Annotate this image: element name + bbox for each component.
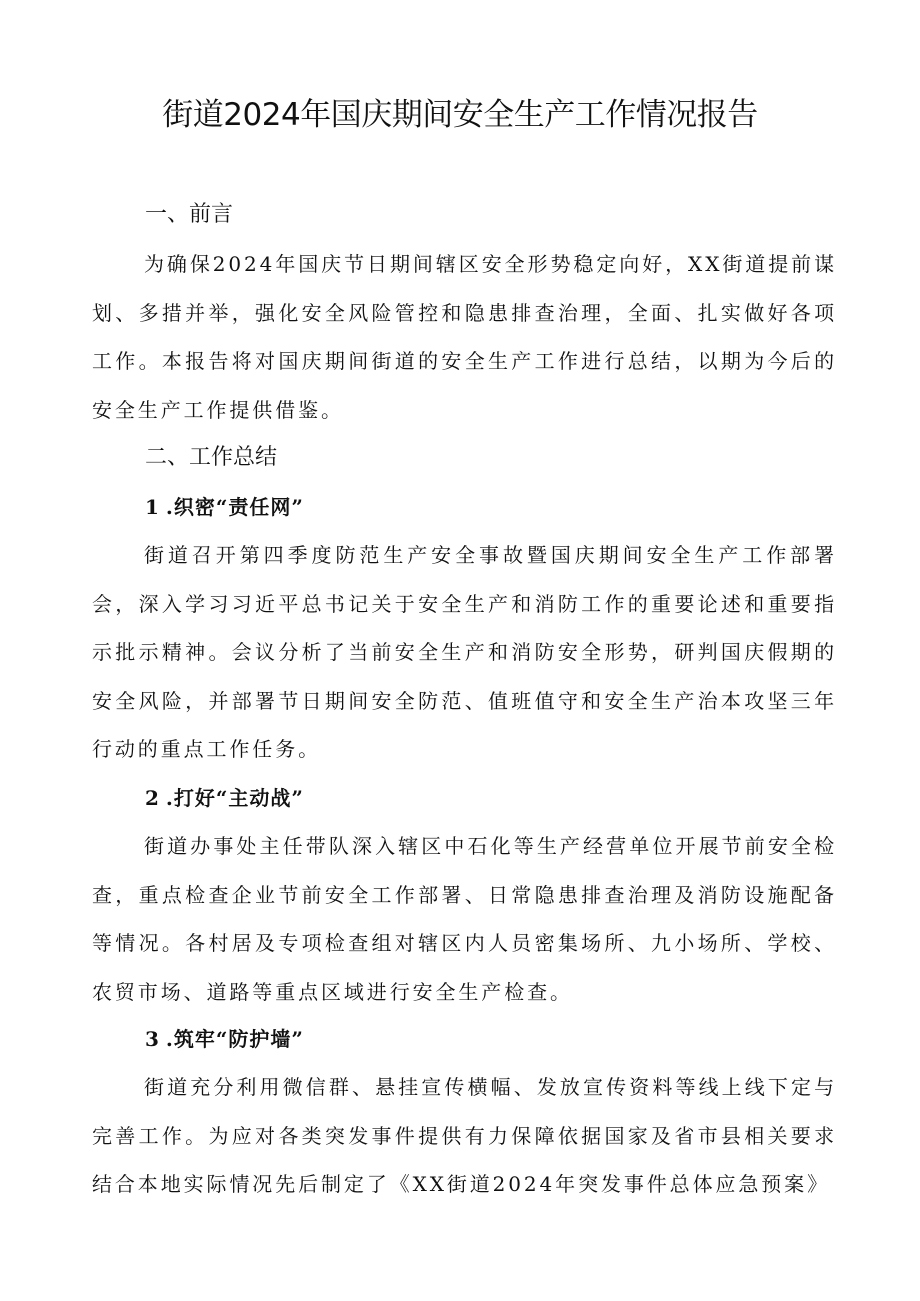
subsection-number: 3 (145, 1027, 160, 1051)
section-heading-preface: 一、前言 (145, 202, 234, 227)
preface-paragraph: 为确保2024年国庆节日期间辖区安全形势稳定向好，XX街道提前谋划、多措并举，强化安全风险管控和隐患排查治理，全面、扎实做好各项工作。本报告将对国庆期间街道的安全生产工作进行总结，以期为今后的安全生产工作提供借鉴。 (92, 252, 837, 422)
document-title: 街道2024年国庆期间安全生产工作情况报告 (162, 97, 758, 133)
subsection-number: 1 (145, 495, 160, 519)
subsection-paragraph-2: 街道办事处主任带队深入辖区中石化等生产经营单位开展节前安全检查，重点检查企业节前安全工作部署、日常隐患排查治理及消防设施配备等情况。各村居及专项检查组对辖区内人员密集场所、九小场所、学校、农贸市场、道路等重点区域进行安全生产检查。 (92, 834, 837, 1004)
subsection-heading-1 (145, 492, 304, 522)
subsection-title: .打好“主动战” (165, 786, 304, 810)
subsection-number: 2 (145, 786, 160, 810)
subsection-title: .筑牢“防护墙” (165, 1027, 304, 1051)
subsection-heading-3 (145, 1024, 304, 1054)
subsection-paragraph-3: 街道充分利用微信群、悬挂宣传横幅、发放宣传资料等线上线下定与完善工作。为应对各类突发事件提供有力保障依据国家及省市县相关要求结合本地实际情况先后制定了《XX街道2024年突发事件总体应急预案》 (92, 1075, 837, 1196)
subsection-heading-2 (145, 783, 304, 813)
subsection-title: .织密“责任网” (165, 495, 304, 519)
subsection-paragraph-1: 街道召开第四季度防范生产安全事故暨国庆期间安全生产工作部署会，深入学习习近平总书记关于安全生产和消防工作的重要论述和重要指示批示精神。会议分析了当前安全生产和消防安全形势，研判国庆假期的安全风险，并部署节日期间安全防范、值班值守和安全生产治本攻坚三年行动的重点工作任务。 (92, 543, 837, 761)
section-heading-summary: 二、工作总结 (145, 445, 278, 470)
